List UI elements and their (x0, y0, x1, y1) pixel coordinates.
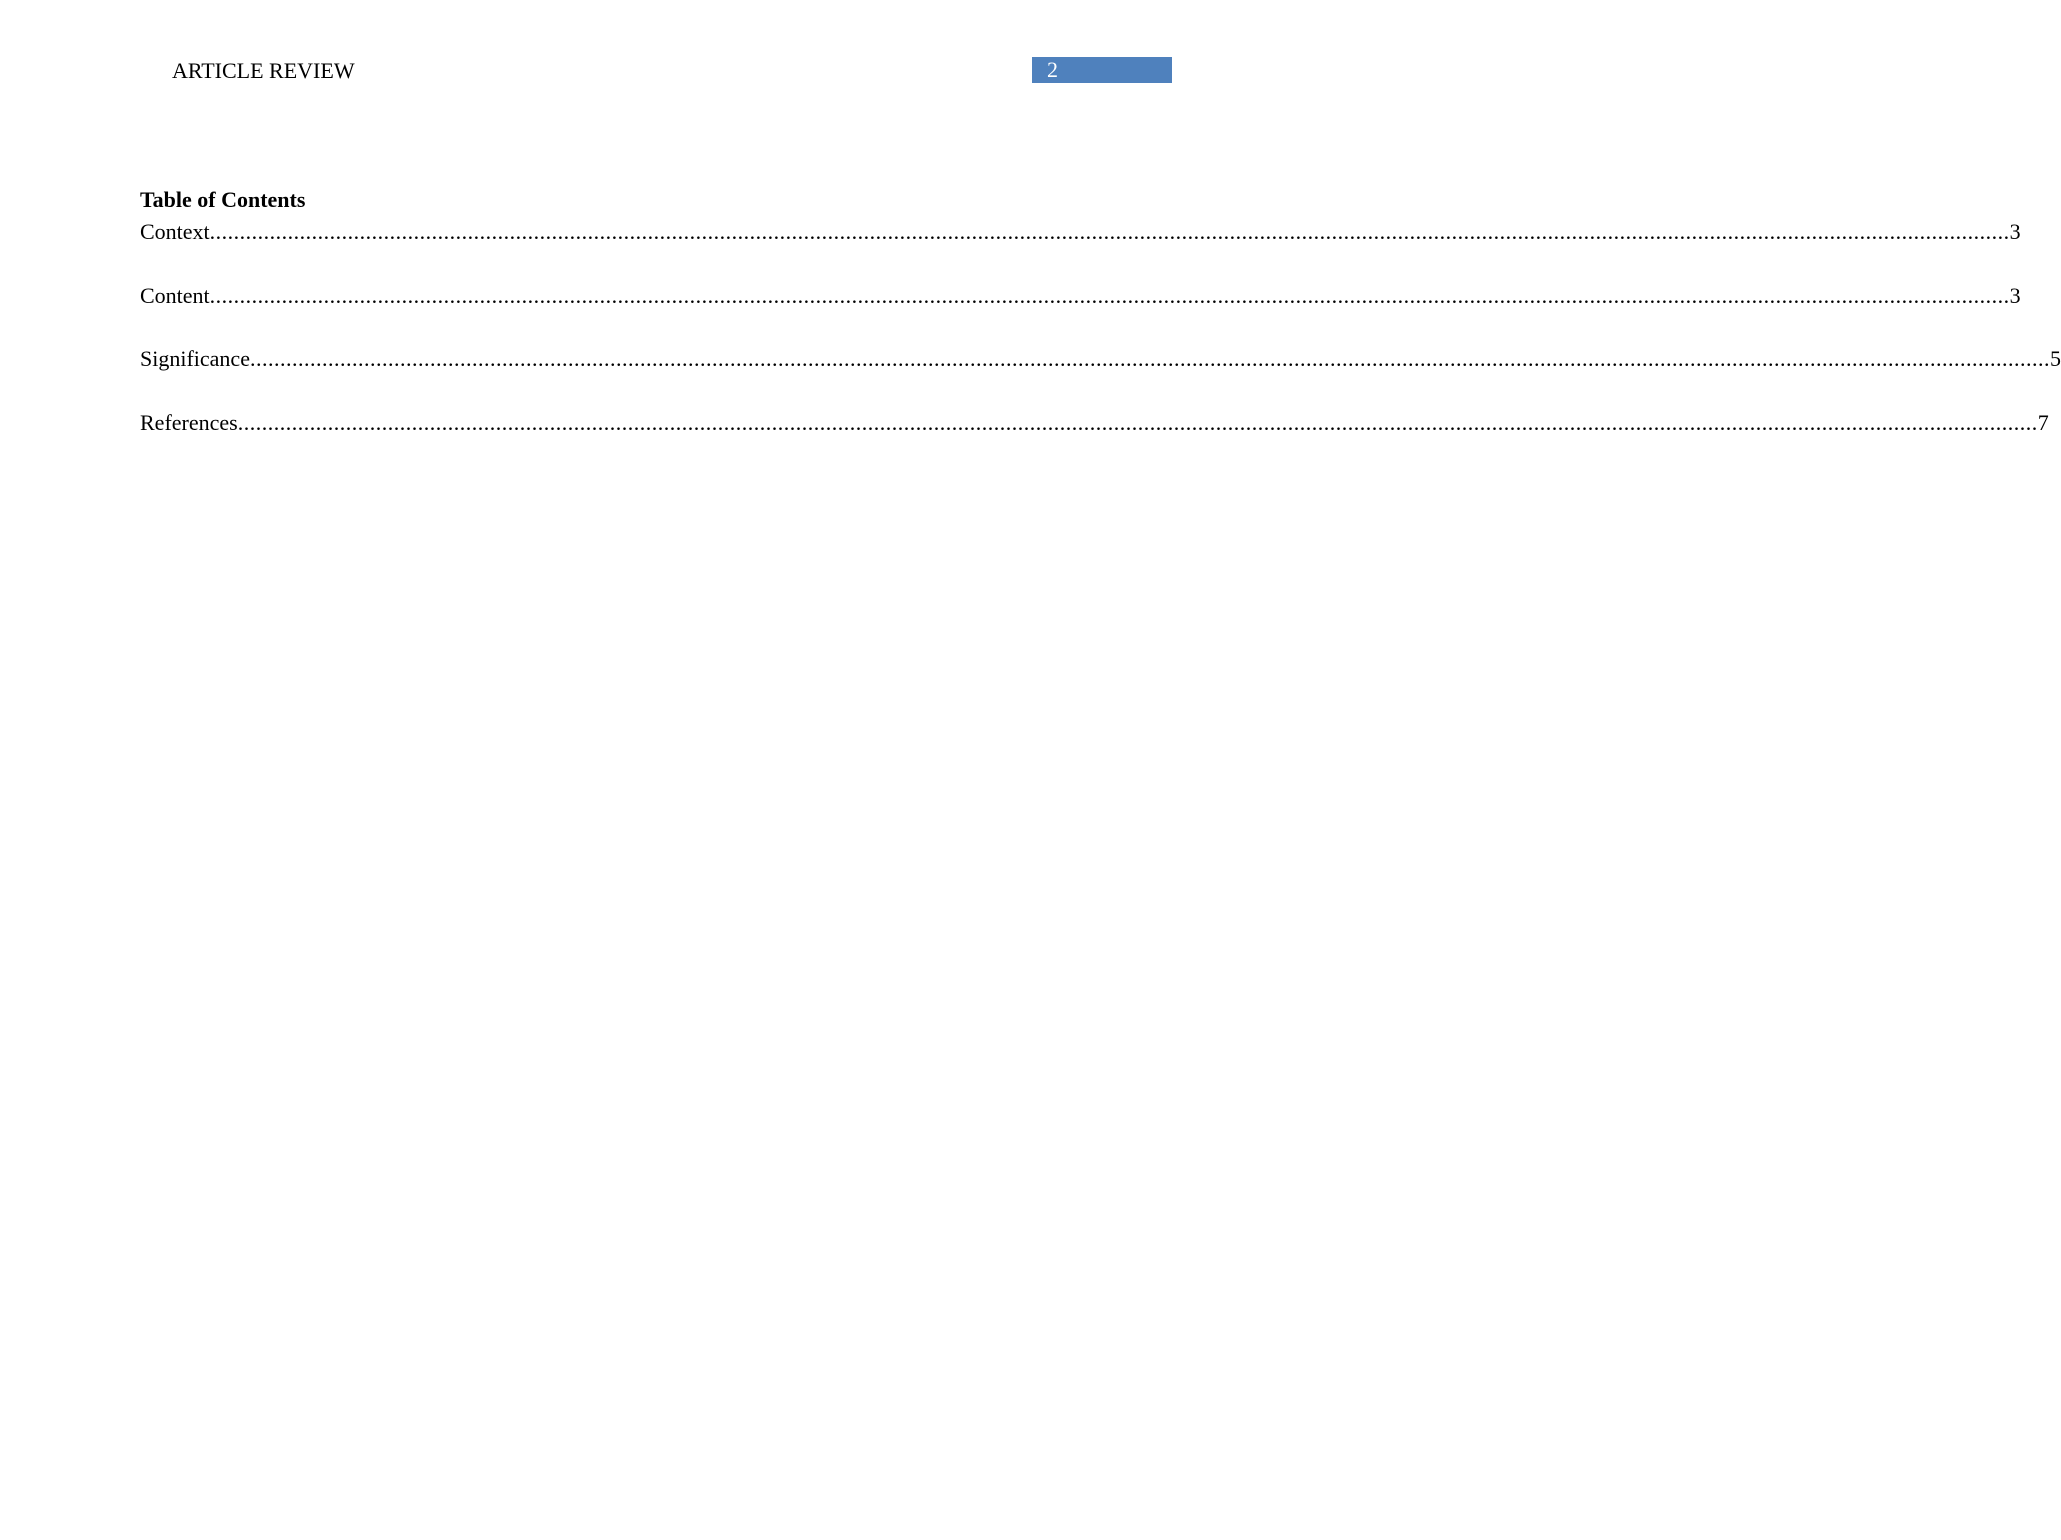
toc-heading: Table of Contents (140, 187, 306, 212)
toc-entry-label: Significance (140, 346, 250, 371)
toc-entry-label: Content (140, 282, 210, 308)
toc-entry-context[interactable] (140, 217, 2021, 247)
toc-dot-leader: ............................................................................................................................................................................................................................................................................................................ (209, 219, 2010, 244)
page-number-badge: 2 (1032, 57, 1172, 83)
toc-dot-leader: ............................................................................................................................................................................................................................................................................................................ (249, 346, 2050, 371)
toc-entry-label: References (140, 409, 238, 435)
toc-entry-references[interactable] (140, 408, 2049, 438)
toc-entry-page: 5 (2049, 346, 2061, 371)
toc-entry-significance[interactable] (140, 344, 2061, 374)
toc-dot-leader: ............................................................................................................................................................................................................................................................................................................ (209, 282, 2010, 308)
toc-entry-page: 7 (2037, 409, 2049, 435)
toc-entry-label: Context (140, 219, 210, 244)
running-header-title: ARTICLE REVIEW (172, 58, 355, 83)
toc-entry-page: 3 (2009, 219, 2021, 244)
toc-entry-page: 3 (2009, 282, 2021, 308)
toc-entry-content[interactable] (140, 281, 2021, 311)
toc-dot-leader: ............................................................................................................................................................................................................................................................................................................ (237, 409, 2038, 435)
toc-list (140, 217, 2061, 471)
